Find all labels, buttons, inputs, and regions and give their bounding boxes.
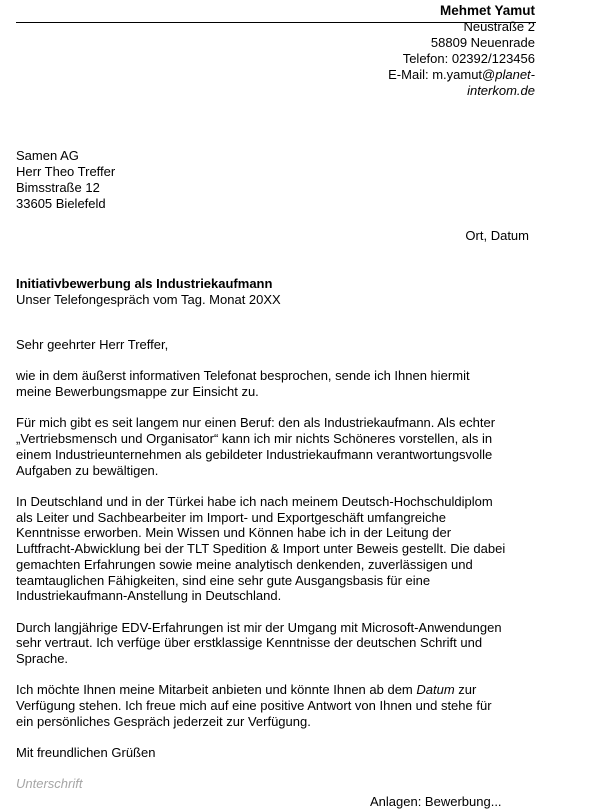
paragraph-5-line: ein persönliches Gespräch jederzeit zur Verfügung. (16, 713, 311, 729)
sender-email-line-1 (388, 67, 535, 83)
paragraph-2 (16, 415, 536, 478)
signature-placeholder: Unterschrift (16, 776, 83, 792)
sender-email-domain-part-1[interactable]: planet- (495, 67, 535, 82)
paragraph-5-text: zur (454, 682, 477, 698)
paragraph-3-line: Kenntnisse erworben. Mein Wissen und Können habe ich in der Leitung der (16, 525, 452, 541)
recipient-city: 33605 Bielefeld (16, 196, 106, 211)
subject-title: Initiativbewerbung als Industriekaufmann (16, 276, 273, 291)
paragraph-1 (16, 368, 536, 399)
paragraph-2-line: einem Industrieunternehmen als gebildeter Industriekaufmann verantwortungsvolle (16, 446, 493, 462)
paragraph-3-line: In Deutschland und in der Türkei habe ich nach meinem Deutsch-Hochschuldiplom (16, 493, 493, 509)
subject-reference: Unser Telefongespräch vom Tag. Monat 20XX (16, 292, 281, 307)
date-placeholder: Datum (416, 682, 455, 698)
sender-email-prefix: E-Mail: m.yamut@ (388, 67, 496, 82)
paragraph-4-line: sehr vertraut. Ich verfüge über erstklassige Kenntnisse der deutschen Schrift und (16, 635, 483, 651)
sender-email-domain-part-2[interactable]: interkom.de (467, 83, 535, 98)
recipient-street: Bimsstraße 12 (16, 180, 100, 195)
subject-block (16, 276, 281, 308)
recipient-block (16, 148, 115, 212)
paragraph-5-line: Verfügung stehen. Ich freue mich auf eine positive Antwort von Ihnen und stehe für (16, 698, 492, 714)
letter-body (16, 337, 536, 808)
paragraph-3-line: Industriekaufmann-Anstellung in Deutschland. (16, 588, 282, 604)
paragraph-4 (16, 620, 536, 667)
closing: Mit freundlichen Grüßen (16, 745, 156, 761)
sender-block (388, 3, 535, 99)
paragraph-4-line: Sprache. (16, 651, 69, 666)
sender-phone: Telefon: 02392/123456 (402, 51, 535, 66)
recipient-person: Herr Theo Treffer (16, 164, 116, 179)
sender-name: Mehmet Yamut (439, 3, 535, 18)
paragraph-1-line: wie in dem äußerst informativen Telefonat besprochen, sende ich Ihnen hiermit (16, 368, 470, 384)
paragraph-4-line: Durch langjährige EDV-Erfahrungen ist mir der Umgang mit Microsoft-Anwendungen (16, 619, 502, 635)
paragraph-3-line: teamtauglichen Fähigkeiten, sind eine sehr gute Ausgangsbasis für eine (16, 572, 431, 588)
salutation: Sehr geehrter Herr Treffer, (16, 337, 169, 352)
place-date: Ort, Datum (465, 228, 529, 243)
attachments-line: Anlagen: Bewerbung... (370, 794, 502, 809)
paragraph-2-line: „Vertriebsmensch und Organisator“ kann ich mir nichts Schöneres vorstellen, als in (16, 431, 493, 447)
paragraph-2-line: Aufgaben zu bewältigen. (16, 462, 159, 478)
header-rule (16, 22, 536, 23)
recipient-company: Samen AG (16, 148, 79, 163)
paragraph-3 (16, 494, 536, 604)
paragraph-5-text: Ich möchte Ihnen meine Mitarbeit anbieten und könnte Ihnen ab dem (16, 682, 417, 698)
sender-street: Neustraße 2 (463, 19, 535, 34)
paragraph-2-line: Für mich gibt es seit langem nur einen Beruf: den als Industriekaufmann. Als echter (16, 415, 496, 431)
paragraph-5-line (16, 682, 476, 697)
paragraph-1-line: meine Bewerbungsmappe zur Einsicht zu. (16, 384, 259, 400)
sender-city: 58809 Neuenrade (430, 35, 535, 50)
paragraph-3-line: Luftfracht-Abwicklung bei der TLT Spedition & Import unter Beweis gestellt. Die dabei (16, 541, 506, 557)
paragraph-3-line: gemachten Erfahrungen sowie meine analytisch denkenden, zuverlässigen und (16, 556, 473, 572)
paragraph-3-line: als Leiter und Sachbearbeiter im Import- und Exportgeschäft umfangreiche (16, 509, 446, 525)
paragraph-5 (16, 682, 536, 729)
